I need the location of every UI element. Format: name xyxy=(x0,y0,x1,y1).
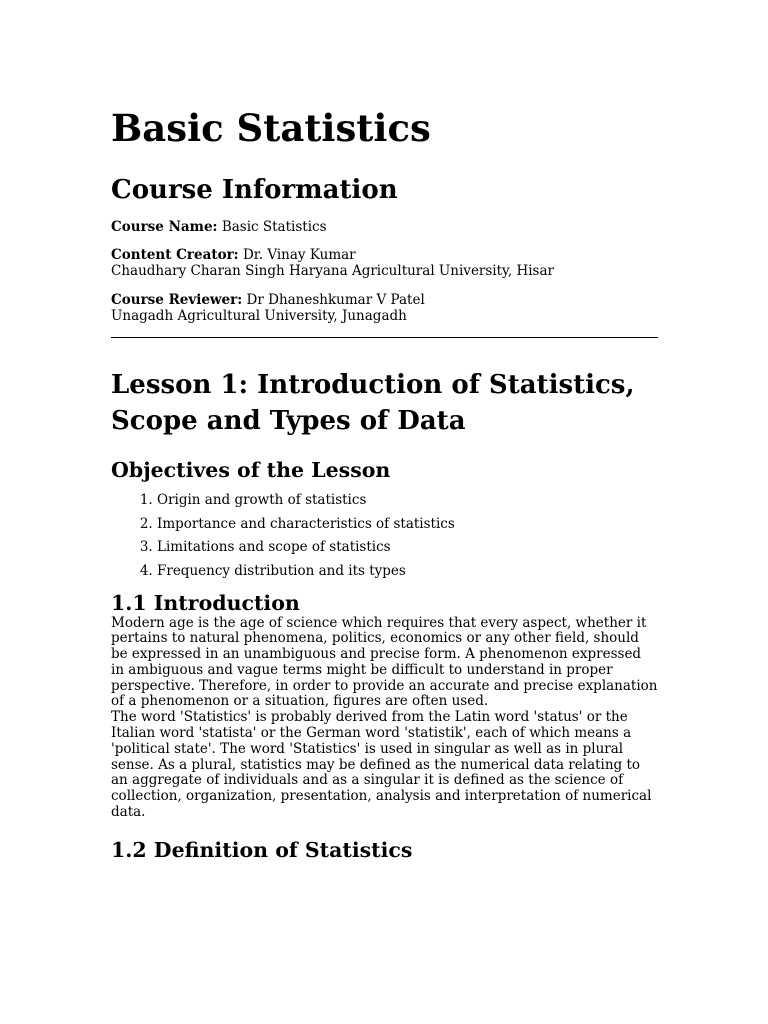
document-page xyxy=(111,106,658,863)
lesson-title: Lesson 1: Introduction of Statistics, Scope and Types of Data xyxy=(111,370,635,436)
introduction-paragraph: The word 'Statistics' is probably derived from the Latin word 'status' or the Italian word 'statista' or the German word 'statistik', each of which means a 'political state'. The word 'Statistics' is used in singular as well as in plural sense. As a plural, statistics may be defined as the numerical data relating to an aggregate of individuals and as a singular it is defined as the science of collection, organization, presentation, analysis and interpretation of numerical data. xyxy=(111,709,652,821)
introduction-paragraph: Modern age is the age of science which requires that every aspect, whether it pertains to natural phenomena, politics, economics or any other field, should be expressed in an unambiguous and precise form. A phenomenon expressed in ambiguous and vague terms might be difficult to understand in proper perspective. Therefore, in order to provide an accurate and precise explanation of a phenomenon or a situation, figures are often used. xyxy=(111,614,658,710)
definition-heading: 1.2 Definition of Statistics xyxy=(111,837,413,862)
content-creator-line xyxy=(111,247,658,279)
objectives-heading: Objectives of the Lesson xyxy=(111,458,391,482)
introduction-heading: 1.1 Introduction xyxy=(111,590,300,615)
course-reviewer-line xyxy=(111,292,658,324)
course-name-label: Course Name: xyxy=(111,219,218,235)
objective-item: 4. Frequency distribution and its types xyxy=(157,563,658,579)
course-reviewer-value: Dr Dhaneshkumar V Patel xyxy=(246,292,425,308)
course-reviewer-affiliation: Unagadh Agricultural University, Junagadh xyxy=(111,308,407,324)
objective-item: 1. Origin and growth of statistics xyxy=(157,492,658,508)
content-creator-value: Dr. Vinay Kumar xyxy=(242,247,356,263)
objective-item: 3. Limitations and scope of statistics xyxy=(157,539,658,555)
course-name-line xyxy=(111,219,658,235)
section-divider xyxy=(111,337,658,338)
document-title: Basic Statistics xyxy=(111,106,431,150)
content-creator-affiliation: Chaudhary Charan Singh Haryana Agricultural University, Hisar xyxy=(111,263,554,279)
objectives-list xyxy=(111,492,658,579)
course-reviewer-label: Course Reviewer: xyxy=(111,292,243,308)
content-creator-label: Content Creator: xyxy=(111,247,239,263)
course-name-value: Basic Statistics xyxy=(221,219,327,235)
course-information-heading: Course Information xyxy=(111,175,398,205)
objective-item: 2. Importance and characteristics of statistics xyxy=(157,516,658,532)
